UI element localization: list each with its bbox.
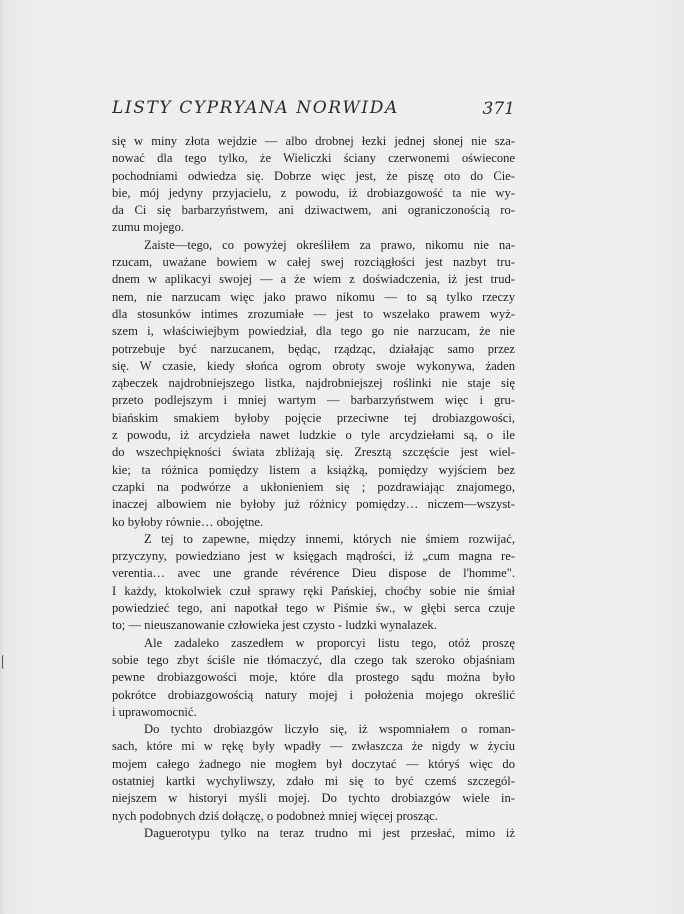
text-line: dla stosunków intimes zrozumiałe — jest to wszelako prawem wyż-: [112, 306, 515, 321]
text-line: da Ci się barbarzyństwem, ani dziwactwem, ani ograniczonością ro-: [112, 203, 515, 218]
page-number: 371: [482, 99, 515, 119]
text-line: sobie tego zbyt ściśle nie tłómaczyć, dla czego tak szeroko objaśniam: [112, 652, 515, 667]
paragraph-4: [112, 635, 515, 721]
text-line: kie; ta różnica pomiędzy listem a książką, pomiędzy wyjściem bez: [112, 462, 515, 477]
text-line: niejszem w historyi myśli mojej. Do tychto drobiazgów wiele in-: [112, 791, 515, 806]
text-line: rzucam, uważane bowiem w całej swej rozciągłości jest nazbyt tru-: [112, 255, 515, 270]
text-line: bie, mój jedyny przyjacielu, z powodu, iż drobiazgowość ta nie wy-: [112, 185, 515, 200]
paragraph-1: [112, 133, 515, 237]
text-line: ząbeczek najdrobniejszego listka, najdrobniejszej roślinki nie staje się: [112, 376, 515, 391]
paragraph-6: [112, 825, 515, 842]
text-line: i uprawomocnić.: [112, 704, 197, 719]
text-line: dnem w aplikacyi swojej — a że wiem z doświadczenia, iż jest trud-: [112, 272, 515, 287]
text-line: Do tychto drobiazgów liczyło się, iż wspomniałem o roman-: [144, 722, 515, 737]
text-line: to; — nieuszanowanie człowieka jest czysto - ludzki wynalazek.: [112, 618, 437, 633]
running-head: LISTY CYPRYANA NORWIDA: [112, 98, 399, 118]
text-line: czapki na podwórze a ukłonieniem się ; pozdrawiając znajomego,: [112, 479, 515, 494]
text-line: pokrótce drobiazgowością natury mojej i położenia mojego określić: [112, 687, 515, 702]
text-line: sach, które mi w rękę były wpadły — zwłaszcza że nigdy w życiu: [112, 739, 515, 754]
text-line: ko byłoby równie… obojętne.: [112, 514, 264, 529]
text-line: do wszechpiękności świata zbliżają się. Zresztą szczęście jest wiel-: [112, 445, 515, 460]
text-line: Zaiste—tego, co powyżej określiłem za prawo, nikomu nie na-: [144, 237, 515, 252]
text-line: verentia… avec une grande révérence Dieu dispose de l'homme".: [112, 566, 515, 581]
text-line: pochodniami odwiedza się. Dobrze więc jest, że piszę oto do Cie-: [112, 168, 515, 183]
text-line: Daguerotypu tylko na teraz trudno mi jest przesłać, mimo iż: [144, 825, 515, 840]
text-line: powiedzieć tego, ani napotkał tego w Piśmie św., w głębi serca czuje: [112, 601, 515, 616]
text-line: nych podobnych dziś dołączę, o podobneż mniej więcej prosząc.: [112, 808, 438, 823]
text-line: szem i, właściwiejbym powiedział, dla tego go nie narzucam, że nie: [112, 324, 515, 339]
text-line: z powodu, iż arcydzieła nawet ludzkie o tyle arcydziełami są, o ile: [112, 428, 515, 443]
text-line: ostatniej kartki wychyliwszy, zdało mi się to być czemś szczegól-: [112, 773, 515, 788]
text-line: potrzebuje być narzucanem, będąc, rządząc, działając samo przez: [112, 341, 515, 356]
text-line: nem, nie narzucam więc jako prawo nikomu — to są tylko rzeczy: [112, 289, 515, 304]
text-line: I każdy, ktokolwiek czuł sprawy ręki Pańskiej, choćby sobie nie śmiał: [112, 583, 515, 598]
text-line: przyczyny, powiedziano jest w księgach mądrości, iż „cum magna re-: [112, 549, 515, 564]
page-header: [112, 98, 515, 122]
text-line: się w miny złota wejdzie — albo drobnej łezki jednej słonej nie sza-: [112, 134, 515, 148]
page-edge-mark: [2, 655, 6, 669]
text-line: mojem całego żadnego nie mogłem był doczytać — któryś więc do: [112, 756, 515, 771]
text-line: inaczej albowiem nie byłoby już różnicy pomiędzy… niczem—wszyst-: [112, 497, 515, 512]
text-line: zumu mojego.: [112, 220, 185, 235]
body-text: [112, 133, 515, 842]
paragraph-3: [112, 531, 515, 635]
text-line: przeto podlejszym i mniej wartym — barbarzyństwem więc i gru-: [112, 393, 515, 408]
text-line: pewne drobiazgowości moje, które dla prostego sądu można było: [112, 670, 515, 685]
text-line: Z tej to zapewne, między innemi, których nie śmiem rozwijać,: [144, 531, 515, 546]
text-line: się. W czasie, kiedy słońca ogrom obroty swoje wykonywa, żaden: [112, 358, 515, 373]
paragraph-5: [112, 721, 515, 825]
paragraph-2: [112, 237, 515, 531]
text-line: Ale zadaleko zaszedłem w proporcyi listu tego, otóż proszę: [144, 635, 515, 650]
text-line: nować dla tego tylko, że Wieliczki ściany czerwonemi oświecone: [112, 151, 515, 166]
text-line: biańskim smakiem byłoby pojęcie przeciwne tej drobiazgowości,: [112, 410, 515, 425]
